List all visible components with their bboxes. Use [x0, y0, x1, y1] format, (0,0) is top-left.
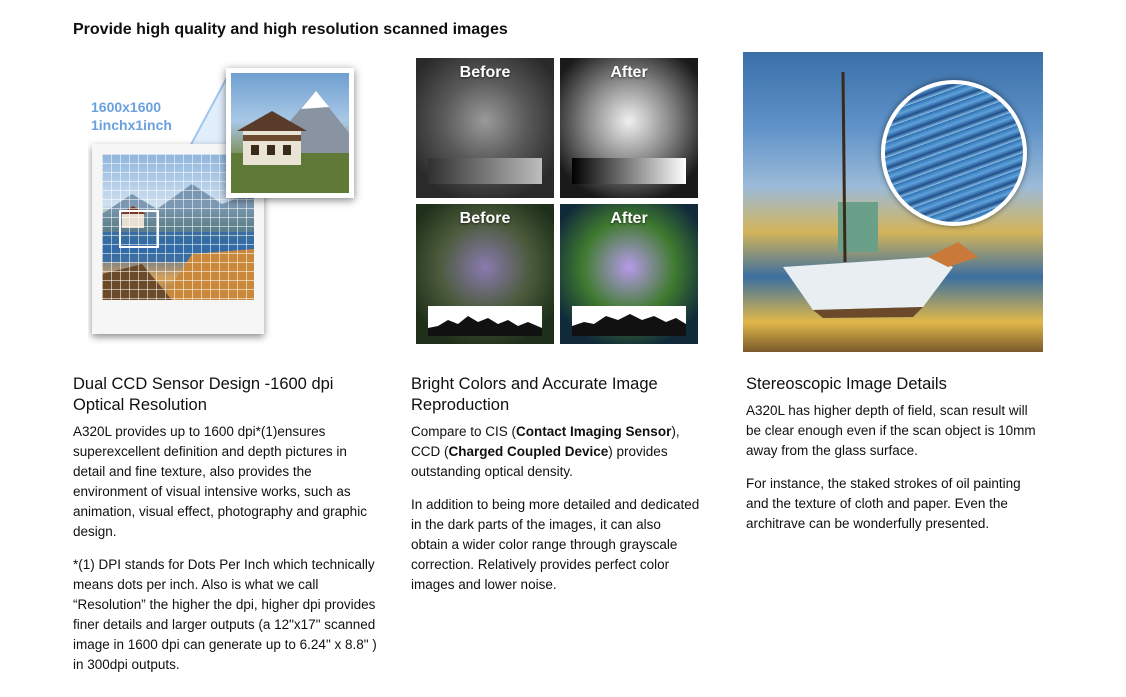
column-paragraph: For instance, the staked strokes of oil painting and the texture of cloth and paper. Even the architrave can be wonderfully presented.: [746, 476, 1021, 531]
column-title: Bright Colors and Accurate Image Reproduction: [411, 375, 658, 414]
zoom-region: [119, 210, 159, 248]
zoomed-inset: [226, 68, 354, 198]
column-paragraph: In addition to being more detailed and dedicated in the dark parts of the images, it can also obtain a wider color range through grayscale correction. Relatively provides perfect color images and lower noise.: [411, 497, 700, 592]
text-run: ), CCD (: [411, 424, 680, 459]
panel-grey-before: [416, 58, 554, 198]
panel-label: After: [610, 64, 648, 81]
text-run-bold: Charged Coupled Device: [448, 444, 609, 459]
column-title: Stereoscopic Image Details: [746, 375, 947, 393]
panel-color-after: [560, 204, 698, 344]
panel-label: After: [610, 210, 648, 227]
resolution-illustration: [88, 60, 363, 345]
panel-label: Before: [459, 210, 511, 227]
panel-label: Before: [459, 64, 511, 81]
grayscale-ramp: [428, 158, 542, 184]
column-paragraph: [411, 422, 701, 482]
resolution-label-line2: 1inchx1inch: [91, 117, 172, 133]
oil-painting-boat-image: [743, 52, 1043, 352]
text-run-bold: Contact Imaging Sensor: [516, 424, 672, 439]
histogram: [428, 306, 542, 336]
text-run: Compare to CIS (: [411, 424, 517, 439]
inset-house-photo: [231, 73, 349, 193]
column-ccd-sensor: [73, 374, 378, 688]
panel-color-before: [416, 204, 554, 344]
column-bright-colors: [411, 374, 701, 608]
text-run: ) provides outstanding optical density.: [411, 444, 668, 479]
resolution-label-line1: 1600x1600: [91, 99, 162, 115]
grayscale-ramp: [572, 158, 686, 184]
histogram: [572, 306, 686, 336]
before-after-comparison: [416, 58, 700, 348]
panel-grey-after: [560, 58, 698, 198]
column-paragraph: A320L provides up to 1600 dpi*(1)ensures superexcellent definition and depth pictures in detail and fine texture, also provides the environment of visual intensive works, such as animation, visual effect, photography and graphic design.: [73, 424, 367, 539]
texture-magnifier: [881, 80, 1027, 226]
column-paragraph: A320L has higher depth of field, scan result will be clear enough even if the scan object is 10mm away from the glass surface.: [746, 403, 1036, 458]
column-stereoscopic: [746, 374, 1046, 547]
section-heading: Provide high quality and high resolution scanned images: [73, 21, 508, 38]
column-footnote: *(1) DPI stands for Dots Per Inch which technically means dots per inch. Also is what we call “Resolution” the higher the dpi, higher dpi provides finer details and larger outputs (a 12"x17" scanned image in 1600 dpi can generate up to 6.24" x 8.8" ) in 300dpi outputs.: [73, 557, 377, 672]
column-title: Dual CCD Sensor Design -1600 dpi Optical Resolution: [73, 375, 334, 414]
